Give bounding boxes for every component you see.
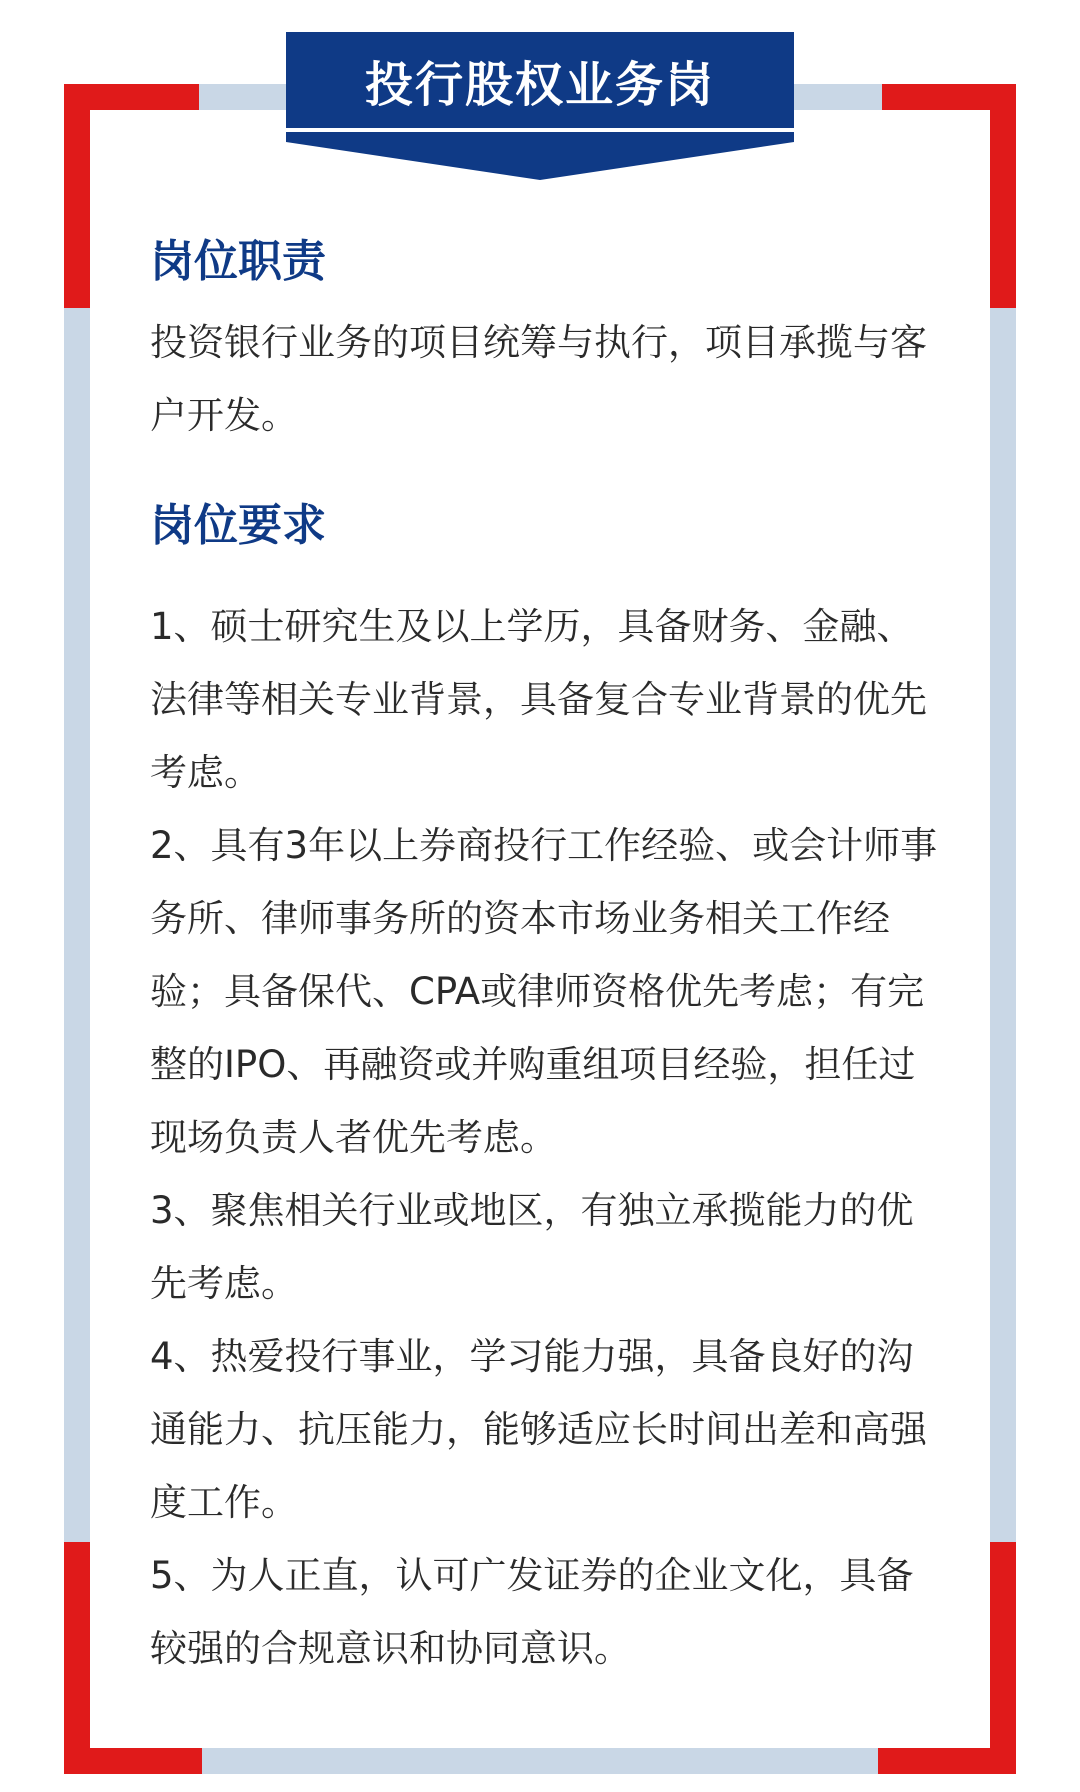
banner-arrow — [286, 142, 794, 180]
corner-top-right-vertical — [990, 84, 1016, 308]
requirement-item-2: 2、具有3年以上券商投行工作经验、或会计师事务所、律师事务所的资本市场业务相关工作经验；具备保代、CPA或律师资格优先考虑；有完整的IPO、再融资或并购重组项目经验，担任过现场负责人者优先考虑。 — [150, 824, 938, 1159]
requirements-list — [150, 590, 950, 1685]
duties-heading: 岗位职责 — [150, 236, 326, 287]
requirement-item-1: 1、硕士研究生及以上学历，具备财务、金融、法律等相关专业背景，具备复合专业背景的优先考虑。 — [150, 605, 927, 794]
corner-bottom-right-vertical — [990, 1542, 1016, 1774]
banner-stripe — [286, 132, 794, 142]
frame-left-border — [64, 84, 90, 1774]
requirements-heading: 岗位要求 — [150, 500, 326, 551]
frame-bottom-border — [64, 1748, 1016, 1774]
duties-text: 投资银行业务的项目统筹与执行，项目承揽与客户开发。 — [150, 321, 927, 437]
corner-top-left-vertical — [64, 84, 90, 308]
corner-bottom-left-vertical — [64, 1542, 90, 1774]
title-banner — [286, 32, 794, 128]
banner-title: 投行股权业务岗 — [364, 56, 715, 113]
frame-right-border — [990, 84, 1016, 1774]
requirement-item-5: 5、为人正直，认可广发证券的企业文化，具备较强的合规意识和协同意识。 — [150, 1554, 914, 1670]
requirement-item-4: 4、热爱投行事业，学习能力强，具备良好的沟通能力、抗压能力，能够适应长时间出差和高强度工作。 — [150, 1335, 927, 1524]
requirement-item-3: 3、聚焦相关行业或地区，有独立承揽能力的优先考虑。 — [150, 1189, 914, 1305]
job-description — [150, 226, 950, 1685]
